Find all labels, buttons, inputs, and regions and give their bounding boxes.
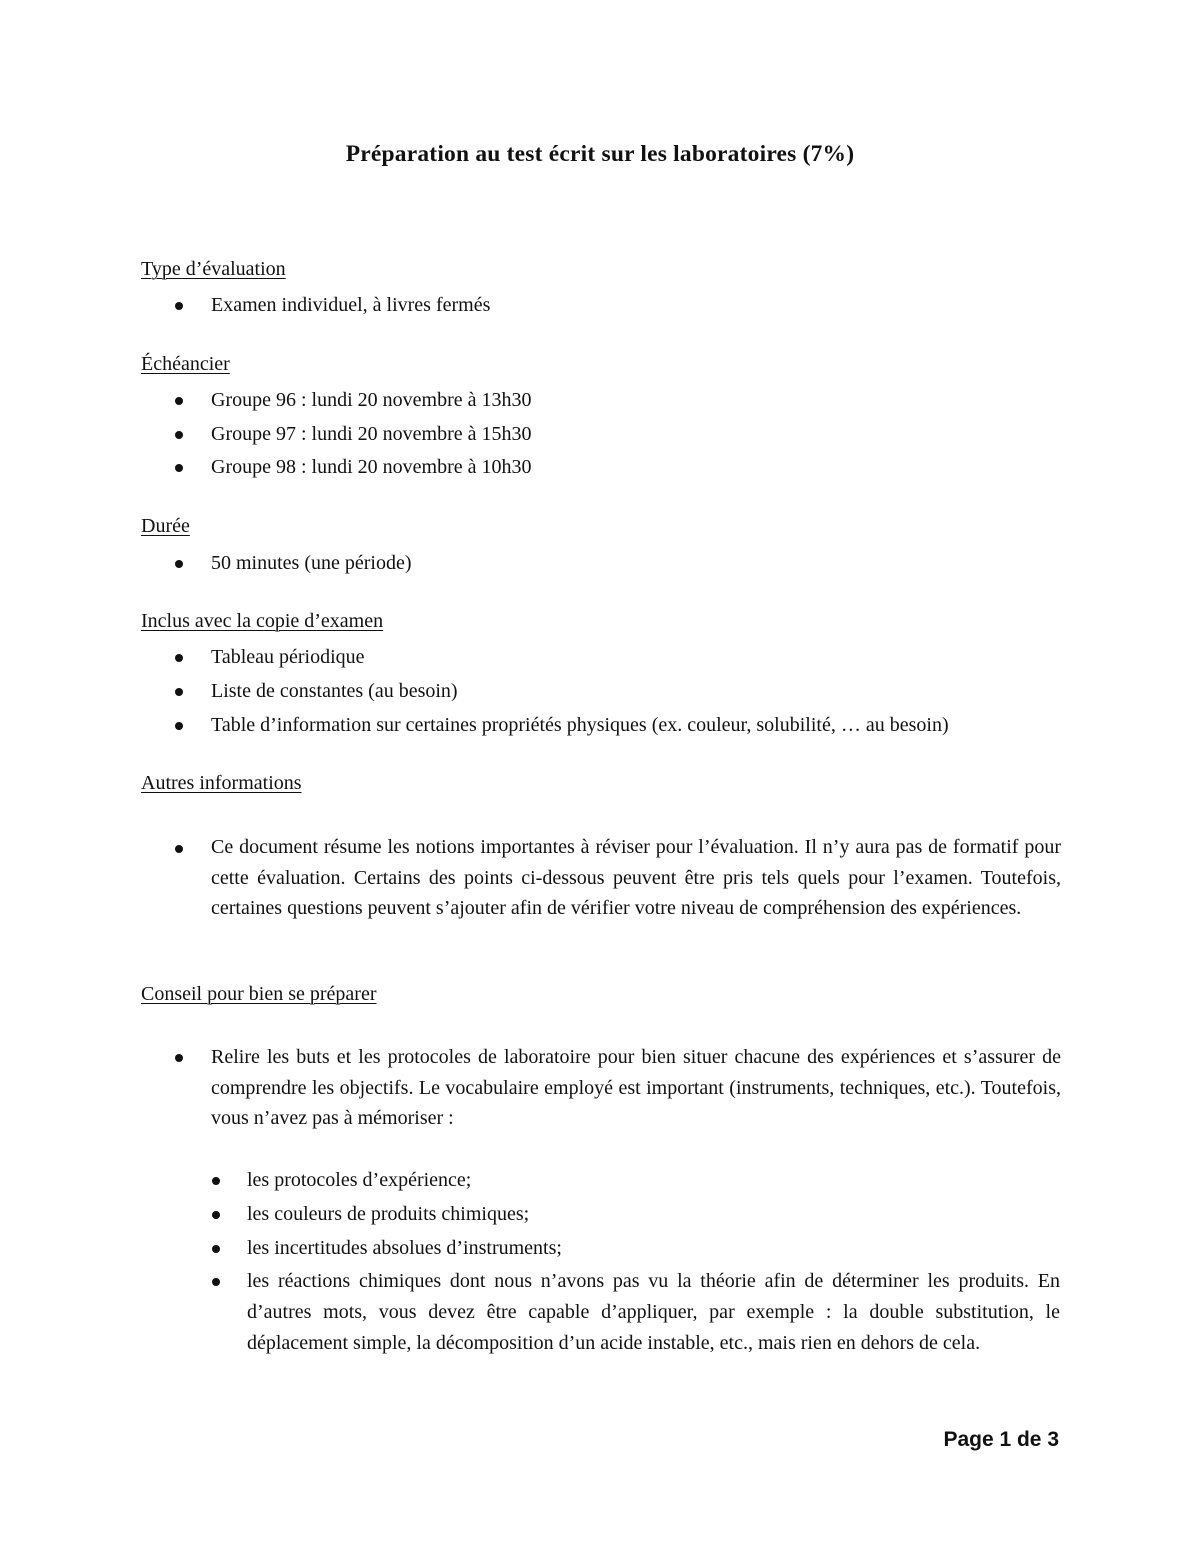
bullet-icon	[175, 464, 183, 472]
bullet-icon	[175, 560, 183, 568]
bullet-icon	[212, 1278, 220, 1286]
list-item: Groupe 97 : lundi 20 novembre à 15h30	[211, 423, 532, 445]
heading-conseil: Conseil pour bien se préparer	[141, 983, 377, 1005]
list-item: Groupe 96 : lundi 20 novembre à 13h30	[211, 389, 532, 411]
bullet-icon	[175, 722, 183, 730]
heading-duree: Durée	[141, 515, 190, 537]
sub-list-item: les couleurs de produits chimiques;	[247, 1203, 530, 1225]
list-item: Tableau périodique	[211, 646, 365, 668]
sub-list-item: les incertitudes absolues d’instruments;	[247, 1237, 562, 1259]
bullet-icon	[212, 1245, 220, 1253]
list-item: Liste de constantes (au besoin)	[211, 680, 458, 702]
paragraph-autres-informations: Ce document résume les notions importantes à réviser pour l’évaluation. Il n’y aura pas de formatif pour cette évaluation. Certains des points ci-dessous peuvent être pris tels quels pour l’examen. Toutefois, certaines questions peuvent s’ajouter afin de vérifier votre niveau de compréhension des expériences.	[211, 836, 1061, 919]
paragraph-conseil: Relire les buts et les protocoles de laboratoire pour bien situer chacune des expériences et s’assurer de comprendre les objectifs. Le vocabulaire employé est important (instruments, techniques, etc.). Toutefois, vous n’avez pas à mémoriser :	[211, 1046, 1061, 1129]
list-item: Table d’information sur certaines propriétés physiques (ex. couleur, solubilité, … au besoin)	[211, 714, 949, 736]
list-item: Examen individuel, à livres fermés	[211, 294, 491, 316]
list-item: Groupe 98 : lundi 20 novembre à 10h30	[211, 456, 532, 478]
bullet-icon	[175, 397, 183, 405]
heading-echeancier: Échéancier	[141, 353, 230, 375]
heading-autres-informations: Autres informations	[141, 772, 302, 794]
bullet-icon	[175, 688, 183, 696]
bullet-icon	[175, 431, 183, 439]
sub-list-item: les réactions chimiques dont nous n’avons pas vu la théorie afin de déterminer les produits. En d’autres mots, vous devez être capable d’appliquer, par exemple : la double substitution, le déplacement simple, la décomposition d’un acide instable, etc., mais rien en dehors de cela.	[247, 1270, 1060, 1354]
bullet-icon	[175, 302, 183, 310]
heading-type-evaluation: Type d’évaluation	[141, 258, 286, 280]
page-number: Page 1 de 3	[943, 1428, 1059, 1451]
heading-inclus: Inclus avec la copie d’examen	[141, 610, 384, 632]
bullet-icon	[175, 1054, 183, 1062]
document-title: Préparation au test écrit sur les laboratoires (7%)	[345, 141, 855, 167]
bullet-icon	[212, 1177, 220, 1185]
bullet-icon	[175, 845, 183, 853]
sub-list-item: les protocoles d’expérience;	[247, 1169, 472, 1191]
bullet-icon	[175, 654, 183, 662]
bullet-icon	[212, 1211, 220, 1219]
list-item: 50 minutes (une période)	[211, 552, 412, 574]
